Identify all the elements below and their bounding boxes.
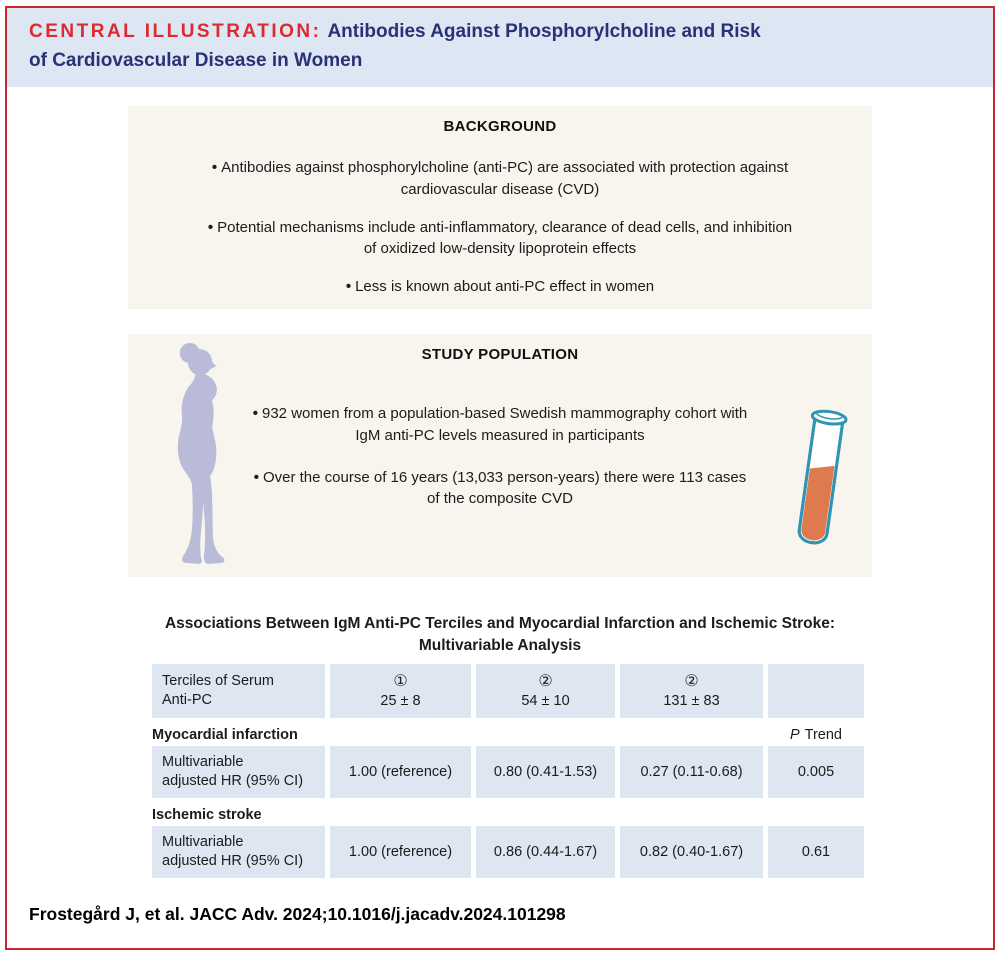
- figure-title-line1: [29, 18, 971, 47]
- tercile2-circle: ②: [538, 673, 553, 691]
- header-band: [7, 8, 993, 87]
- stroke-data-row: [152, 826, 864, 878]
- bullet-text: 932 women from a population-based Swedish mammography cohort with IgM anti-PC levels measured in participants: [262, 405, 748, 444]
- background-box: [128, 106, 872, 309]
- section-label-row: [152, 727, 864, 743]
- terciles-table: [152, 664, 864, 878]
- bullet-marker: •: [207, 218, 214, 236]
- tercile3-header-cell: [620, 664, 763, 718]
- p-trend-header: [768, 727, 864, 743]
- p-trend-p: P: [789, 727, 800, 744]
- stroke-hr-t1: 1.00 (reference): [330, 826, 471, 878]
- section-name: Myocardial infarction: [152, 727, 298, 744]
- bullet-text: Less is known about anti-PC effect in women: [355, 278, 655, 295]
- tercile1-value: 25 ± 8: [380, 693, 421, 710]
- table-title: [7, 613, 993, 656]
- hr-label-line2: adjusted HR (95% CI): [162, 853, 304, 870]
- study-population-bullets: [248, 403, 753, 510]
- hr-label-cell: [152, 746, 325, 798]
- tercile3-circle: ②: [684, 673, 699, 691]
- section-label-row: [152, 807, 864, 823]
- bullet-marker: •: [211, 159, 218, 176]
- bullet-item: [248, 403, 753, 447]
- central-illustration-label: CENTRAL ILLUSTRATION:: [29, 21, 322, 42]
- terciles-label-line1: Terciles of Serum: [162, 672, 275, 689]
- bullet-marker: •: [345, 278, 352, 295]
- stroke-p-trend: 0.61: [768, 826, 864, 878]
- figure-title-line2: of Cardiovascular Disease in Women: [29, 49, 363, 71]
- bullet-marker: •: [253, 468, 259, 486]
- stroke-hr-t2: 0.86 (0.44-1.67): [476, 826, 615, 878]
- tercile3-value: 131 ± 83: [663, 693, 720, 710]
- bullet-item: [248, 467, 753, 511]
- mi-p-trend: 0.005: [768, 746, 864, 798]
- background-title: BACKGROUND: [443, 118, 557, 135]
- study-population-box: [128, 334, 872, 577]
- empty-header-cell: [768, 664, 864, 718]
- bullet-item: [200, 276, 800, 298]
- table-title-line1: Associations Between IgM Anti-PC Terciles and Myocardial Infarction and Ischemic Stroke:: [164, 615, 836, 632]
- table-header-row: [152, 664, 864, 718]
- terciles-header-cell: [152, 664, 325, 718]
- stroke-hr-t3: 0.82 (0.40-1.67): [620, 826, 763, 878]
- study-population-title: STUDY POPULATION: [421, 346, 579, 363]
- mi-data-row: [152, 746, 864, 798]
- bullet-text: Over the course of 16 years (13,033 person-years) there were 113 cases of the composite CVD: [262, 468, 747, 508]
- tercile1-header-cell: [330, 664, 471, 718]
- table-title-line2: Multivariable Analysis: [418, 636, 582, 654]
- terciles-label-line2: Anti-PC: [162, 692, 212, 709]
- woman-silhouette-icon: [162, 340, 238, 572]
- bullet-text: Potential mechanisms include anti-inflammatory, clearance of dead cells, and inhibition of oxidized low-density lipoprotein effects: [217, 218, 793, 258]
- test-tube-icon: [769, 399, 870, 567]
- tercile1-circle: ①: [393, 673, 408, 691]
- hr-label-line1: Multivariable: [162, 753, 244, 770]
- mi-hr-t3: 0.27 (0.11-0.68): [620, 746, 763, 798]
- bullet-marker: •: [252, 405, 258, 422]
- tercile2-header-cell: [476, 664, 615, 718]
- bullet-item: [200, 217, 800, 261]
- citation: Frostegård J, et al. JACC Adv. 2024;10.1016/j.jacadv.2024.101298: [29, 904, 566, 925]
- hr-label-cell: [152, 826, 325, 878]
- hr-label-line1: Multivariable: [162, 833, 244, 850]
- mi-hr-t2: 0.80 (0.41-1.53): [476, 746, 615, 798]
- hr-label-line2: adjusted HR (95% CI): [162, 773, 304, 790]
- background-bullets: [200, 157, 800, 298]
- figure-title-part1: Antibodies Against Phosphorylcholine and Risk: [327, 21, 761, 42]
- bullet-text: Antibodies against phosphorylcholine (anti-PC) are associated with protection against cardiovascular disease (CVD): [221, 159, 789, 198]
- mi-hr-t1: 1.00 (reference): [330, 746, 471, 798]
- tercile2-value: 54 ± 10: [521, 693, 570, 710]
- bullet-item: [200, 157, 800, 201]
- section-name: Ischemic stroke: [152, 807, 262, 824]
- central-illustration-figure: [5, 6, 995, 950]
- p-trend-word: Trend: [804, 727, 842, 744]
